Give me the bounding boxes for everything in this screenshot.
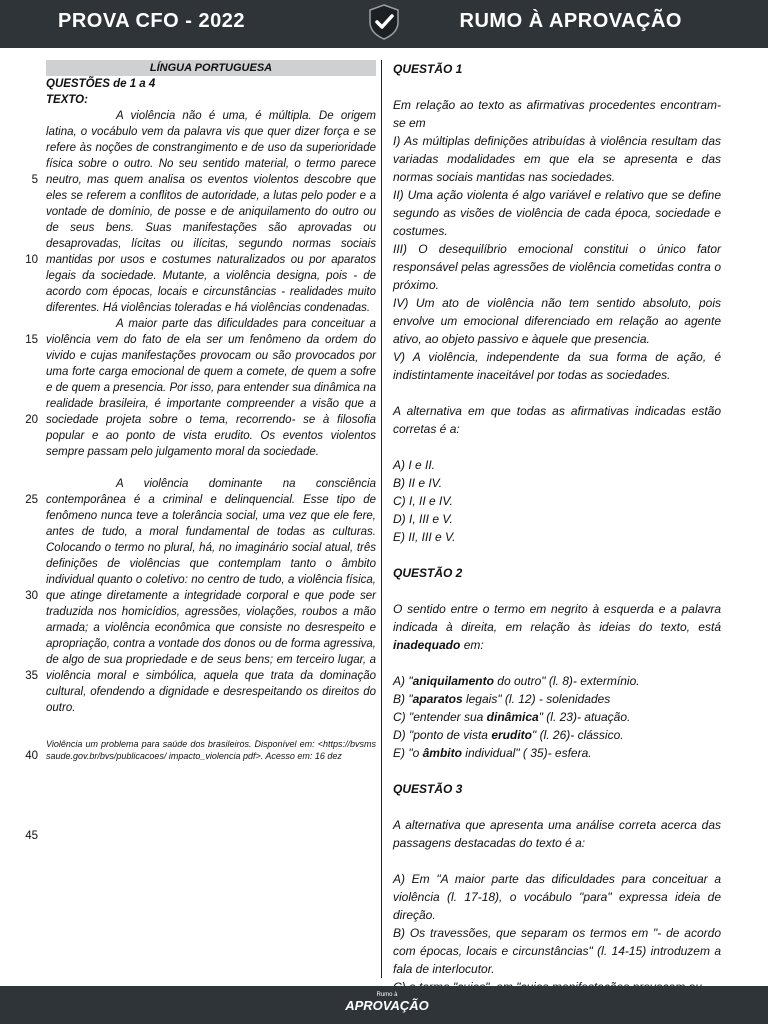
option: D) I, III e V. xyxy=(393,512,453,526)
option-text: legais" (l. 12) - solenidades xyxy=(462,692,611,706)
option: B) II e IV. xyxy=(393,476,443,490)
column-divider xyxy=(381,60,382,978)
statement: I) As múltiplas definições atribuídas à violência resultam das variadas modalidades em que ela se apresenta e das normas sociais mantidas nas sociedades. xyxy=(393,134,721,184)
option-text: D) "ponto de vista xyxy=(393,728,492,742)
footer-bar xyxy=(0,986,768,1024)
line-number: 15 xyxy=(25,334,38,346)
statement: IV) Um ato de violência não tem sentido absoluto, pois envolve um emocional diferenciado em relação ao agente ativo, ao objeto passivo e àquele que presencia. xyxy=(393,296,721,346)
option: E) II, III e V. xyxy=(393,530,456,544)
questions-label: QUESTÕES de 1 a 4 xyxy=(46,78,156,90)
option: C) I, II e IV. xyxy=(393,494,453,508)
questions-column xyxy=(393,60,721,996)
line-number: 10 xyxy=(25,254,38,266)
text-paragraph: A maior parte das dificuldades para conceituar a violência vem do fato de ela ser um fenômeno da ordem do vivido e cujas manifestações provocam ou são provocados por uma forte carga emocional de quem a comete, de quem a sofre e de quem a presencia. Por isso, para entender sua dinâmica na realidade brasileira, é importante compreender a visão que a sociedade projeta sobre o tema, recorrendo- se à filosofia popular e ao ponto de vista erudito. Os eventos violentos sempre passam pelo julgamento moral da sociedade. xyxy=(46,318,376,458)
line-number: 40 xyxy=(25,750,38,762)
option xyxy=(393,690,721,708)
option-text: E) "o xyxy=(393,746,423,760)
statement: III) O desequilíbrio emocional constitui o único fator responsável pelas agressões de violência cometidas contra o próximo. xyxy=(393,242,721,292)
option xyxy=(393,708,721,726)
option: A) Em "A maior parte das dificuldades para conceituar a violência (l. 17-18), o vocábulo "para" expressa ideia de direção. xyxy=(393,872,721,922)
exam-title: PROVA CFO - 2022 xyxy=(58,10,245,32)
option-bold: aparatos xyxy=(412,692,463,706)
portuguese-section xyxy=(25,60,376,842)
line-number: 45 xyxy=(25,830,38,842)
option-text: " (l. 26)- clássico. xyxy=(531,728,624,742)
text-label: TEXTO: xyxy=(46,94,88,106)
intro-bold: inadequado xyxy=(393,638,461,652)
intro-text: O sentido entre o termo em negrito à esquerda e a palavra indicada à direita, em relação às ideias do texto, está xyxy=(393,602,721,634)
statement: V) A violência, independente da sua forma de ação, é indistintamente inaceitável por todas as sociedades. xyxy=(393,350,721,382)
option xyxy=(393,726,721,744)
option: B) Os travessões, que separam os termos em "- de acordo com épocas, locais e circunstâncias" (l. 14-15) introduzem a fala de interlocutor. xyxy=(393,926,721,976)
option-text: " (l. 23)- atuação. xyxy=(538,710,631,724)
line-number: 20 xyxy=(25,414,38,426)
brand-title: RUMO À APROVAÇÃO xyxy=(459,10,682,32)
text-source: Violência um problema para saúde dos brasileiros. Disponível em: <https://bvsms saude.gov.br/bvs/publicacoes/ impacto_violencia pdf>. Acesso em: 16 dez xyxy=(46,739,376,761)
header-bar xyxy=(0,0,768,48)
text-paragraph: A violência dominante na consciência contemporânea é a criminal e delinquencial. Esse tipo de fenômeno nunca teve a tolerância social, uma vez que ele fere, antes de tudo, a moral fundamental de todas as culturas. Colocando o termo no plural, há, no imaginário social atual, três definições de violências que contemplam tanto o âmbito individual quanto o coletivo: no centro de tudo, a violência física, que atinge diretamente a integridade corporal e que pode ser traduzida nos homicídios, agressões, violações, roubos a mão armada; a violência econômica que consiste no desrespeito e apropriação, contra a vontade dos donos ou de forma agressiva, de algo de sua propriedade e de seus bens; em terceiro lugar, a violência moral e simbólica, aquela que trata da dominação cultural, ofendendo a dignidade e desrespeitando os direitos do outro. xyxy=(46,478,376,714)
line-number: 35 xyxy=(25,670,38,682)
option-text: B) " xyxy=(393,692,413,706)
subject-banner: LÍNGUA PORTUGUESA xyxy=(46,60,376,76)
option-text: A) " xyxy=(393,674,413,688)
option-text: do outro" (l. 8)- extermínio. xyxy=(493,674,640,688)
question-1-intro: Em relação ao texto as afirmativas procedentes encontram-se em xyxy=(393,98,721,130)
question-3-intro: A alternativa que apresenta uma análise correta acerca das passagens destacadas do texto é a: xyxy=(393,818,721,850)
check-shield-icon xyxy=(368,4,400,40)
option-bold: aniquilamento xyxy=(412,674,494,688)
question-1-prompt: A alternativa em que todas as afirmativas indicadas estão corretas é a: xyxy=(393,404,721,436)
logo-text: APROVAÇÃO xyxy=(345,998,429,1013)
question-3-title: QUESTÃO 3 xyxy=(393,782,463,796)
option: A) I e II. xyxy=(393,458,436,472)
option-bold: erudito xyxy=(491,728,532,742)
option-text: individual" ( 35)- esfera. xyxy=(461,746,592,760)
brand-logo xyxy=(342,992,432,1013)
question-1-title: QUESTÃO 1 xyxy=(393,62,463,76)
option xyxy=(393,672,721,690)
line-number: 5 xyxy=(31,174,38,186)
option xyxy=(393,744,721,762)
question-2-intro xyxy=(393,600,721,654)
line-number: 25 xyxy=(25,494,38,506)
text-paragraph: A violência não é uma, é múltipla. De origem latina, o vocábulo vem da palavra vis que quer dizer força e se refere às noções de constrangimento e de uso da superioridade física sobre o outro. No seu sentido material, o termo parece neutro, mas quem analisa os eventos violentos descobre que eles se referem a conflitos de autoridade, a lutas pelo poder e a vontade de domínio, de posse e de aniquilamento do outro ou de seus bens. Suas manifestações são aprovadas ou desaprovadas, lícitas ou ilícitas, segundo normas sociais mantidas por usos e costumes naturalizados ou por aparatos legais da sociedade. Mutante, a violência designa, pois - de acordo com épocas, locais e circunstâncias - realidades muito diferentes. Há violências toleradas e há violências condenadas. xyxy=(46,110,376,314)
line-number: 30 xyxy=(25,590,38,602)
option-bold: âmbito xyxy=(422,746,462,760)
option-bold: dinâmica xyxy=(486,710,539,724)
logo-small-text: Rumo à xyxy=(376,992,398,998)
intro-text: em: xyxy=(463,638,484,652)
question-2-title: QUESTÃO 2 xyxy=(393,566,463,580)
statement: II) Uma ação violenta é algo variável e relativo que se define segundo as visões de violência de cada época, sociedade e costumes. xyxy=(393,188,721,238)
option-text: C) "entender sua xyxy=(393,710,487,724)
